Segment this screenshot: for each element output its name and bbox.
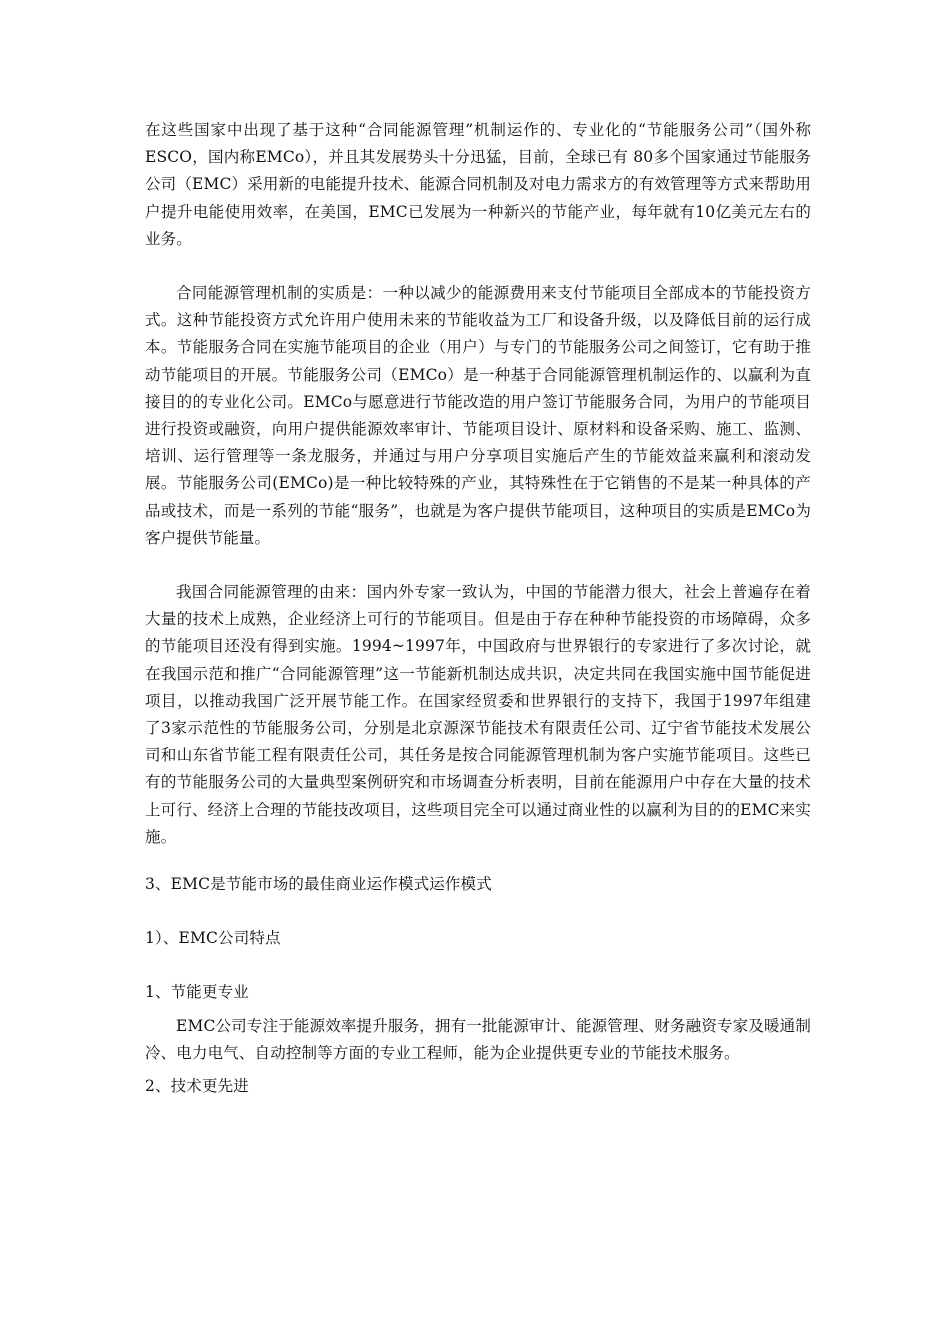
section-heading-3: 3、EMC是节能市场的最佳商业运作模式运作模式 <box>145 875 492 894</box>
subsection-heading-1: 1）、EMC公司特点 <box>145 929 281 948</box>
item-heading-1: 1、节能更专业 <box>145 983 249 1002</box>
document-body <box>145 117 811 1127</box>
paragraph-esco-intro: 在这些国家中出现了基于这种“合同能源管理”机制运作的、专业化的“节能服务公司”（国外称ESCO，国内称EMCo），并且其发展势头十分迅猛，目前，全球已有 80多个国家通过节能服务公司（EMC）采用新的电能提升技术、能源合同机制及对电力需求方的有效管理等方式来帮助用户提升电能使用效率，在美国，EMC已发展为一种新兴的节能产业，每年就有10亿美元左右的业务。 <box>145 121 811 248</box>
item-heading-2: 2、技术更先进 <box>145 1077 249 1096</box>
paragraph-emc-essence: 合同能源管理机制的实质是：一种以减少的能源费用来支付节能项目全部成本的节能投资方式。这种节能投资方式允许用户使用未来的节能收益为工厂和设备升级，以及降低目前的运行成本。节能服务合同在实施节能项目的企业（用户）与专门的节能服务公司之间签订，它有助于推动节能项目的开展。节能服务公司（EMCo）是一种基于合同能源管理机制运作的、以赢利为直接目的的专业化公司。EMCo与愿意进行节能改造的用户签订节能服务合同，为用户的节能项目进行投资或融资，向用户提供能源效率审计、节能项目设计、原材料和设备采购、施工、监测、培训、运行管理等一条龙服务，并通过与用户分享项目实施后产生的节能效益来赢利和滚动发展。节能服务公司(EMCo)是一种比较特殊的产业，其特殊性在于它销售的不是某一种具体的产品或技术，而是一系列的节能“服务”，也就是为客户提供节能项目，这种项目的实质是EMCo为客户提供节能量。 <box>145 284 811 547</box>
paragraph-item-1: EMC公司专注于能源效率提升服务，拥有一批能源审计、能源管理、财务融资专家及暖通制冷、电力电气、自动控制等方面的专业工程师，能为企业提供更专业的节能技术服务。 <box>145 1016 811 1062</box>
paragraph-emc-origin-china: 我国合同能源管理的由来：国内外专家一致认为，中国的节能潜力很大，社会上普遍存在着大量的技术上成熟，企业经济上可行的节能项目。但是由于存在种种节能投资的市场障碍，众多的节能项目还没有得到实施。1994~1997年，中国政府与世界银行的专家进行了多次讨论，就在我国示范和推广“合同能源管理”这一节能新机制达成共识，决定共同在我国实施中国节能促进项目，以推动我国广泛开展节能工作。在国家经贸委和世界银行的支持下，我国于1997年组建了3家示范性的节能服务公司，分别是北京源深节能技术有限责任公司、辽宁省节能技术发展公司和山东省节能工程有限责任公司，其任务是按合同能源管理机制为客户实施节能项目。这些已有的节能服务公司的大量典型案例研究和市场调查分析表明，目前在能源用户中存在大量的技术上可行、经济上合理的节能技改项目，这些项目完全可以通过商业性的以赢利为目的的EMC来实施。 <box>145 583 811 846</box>
